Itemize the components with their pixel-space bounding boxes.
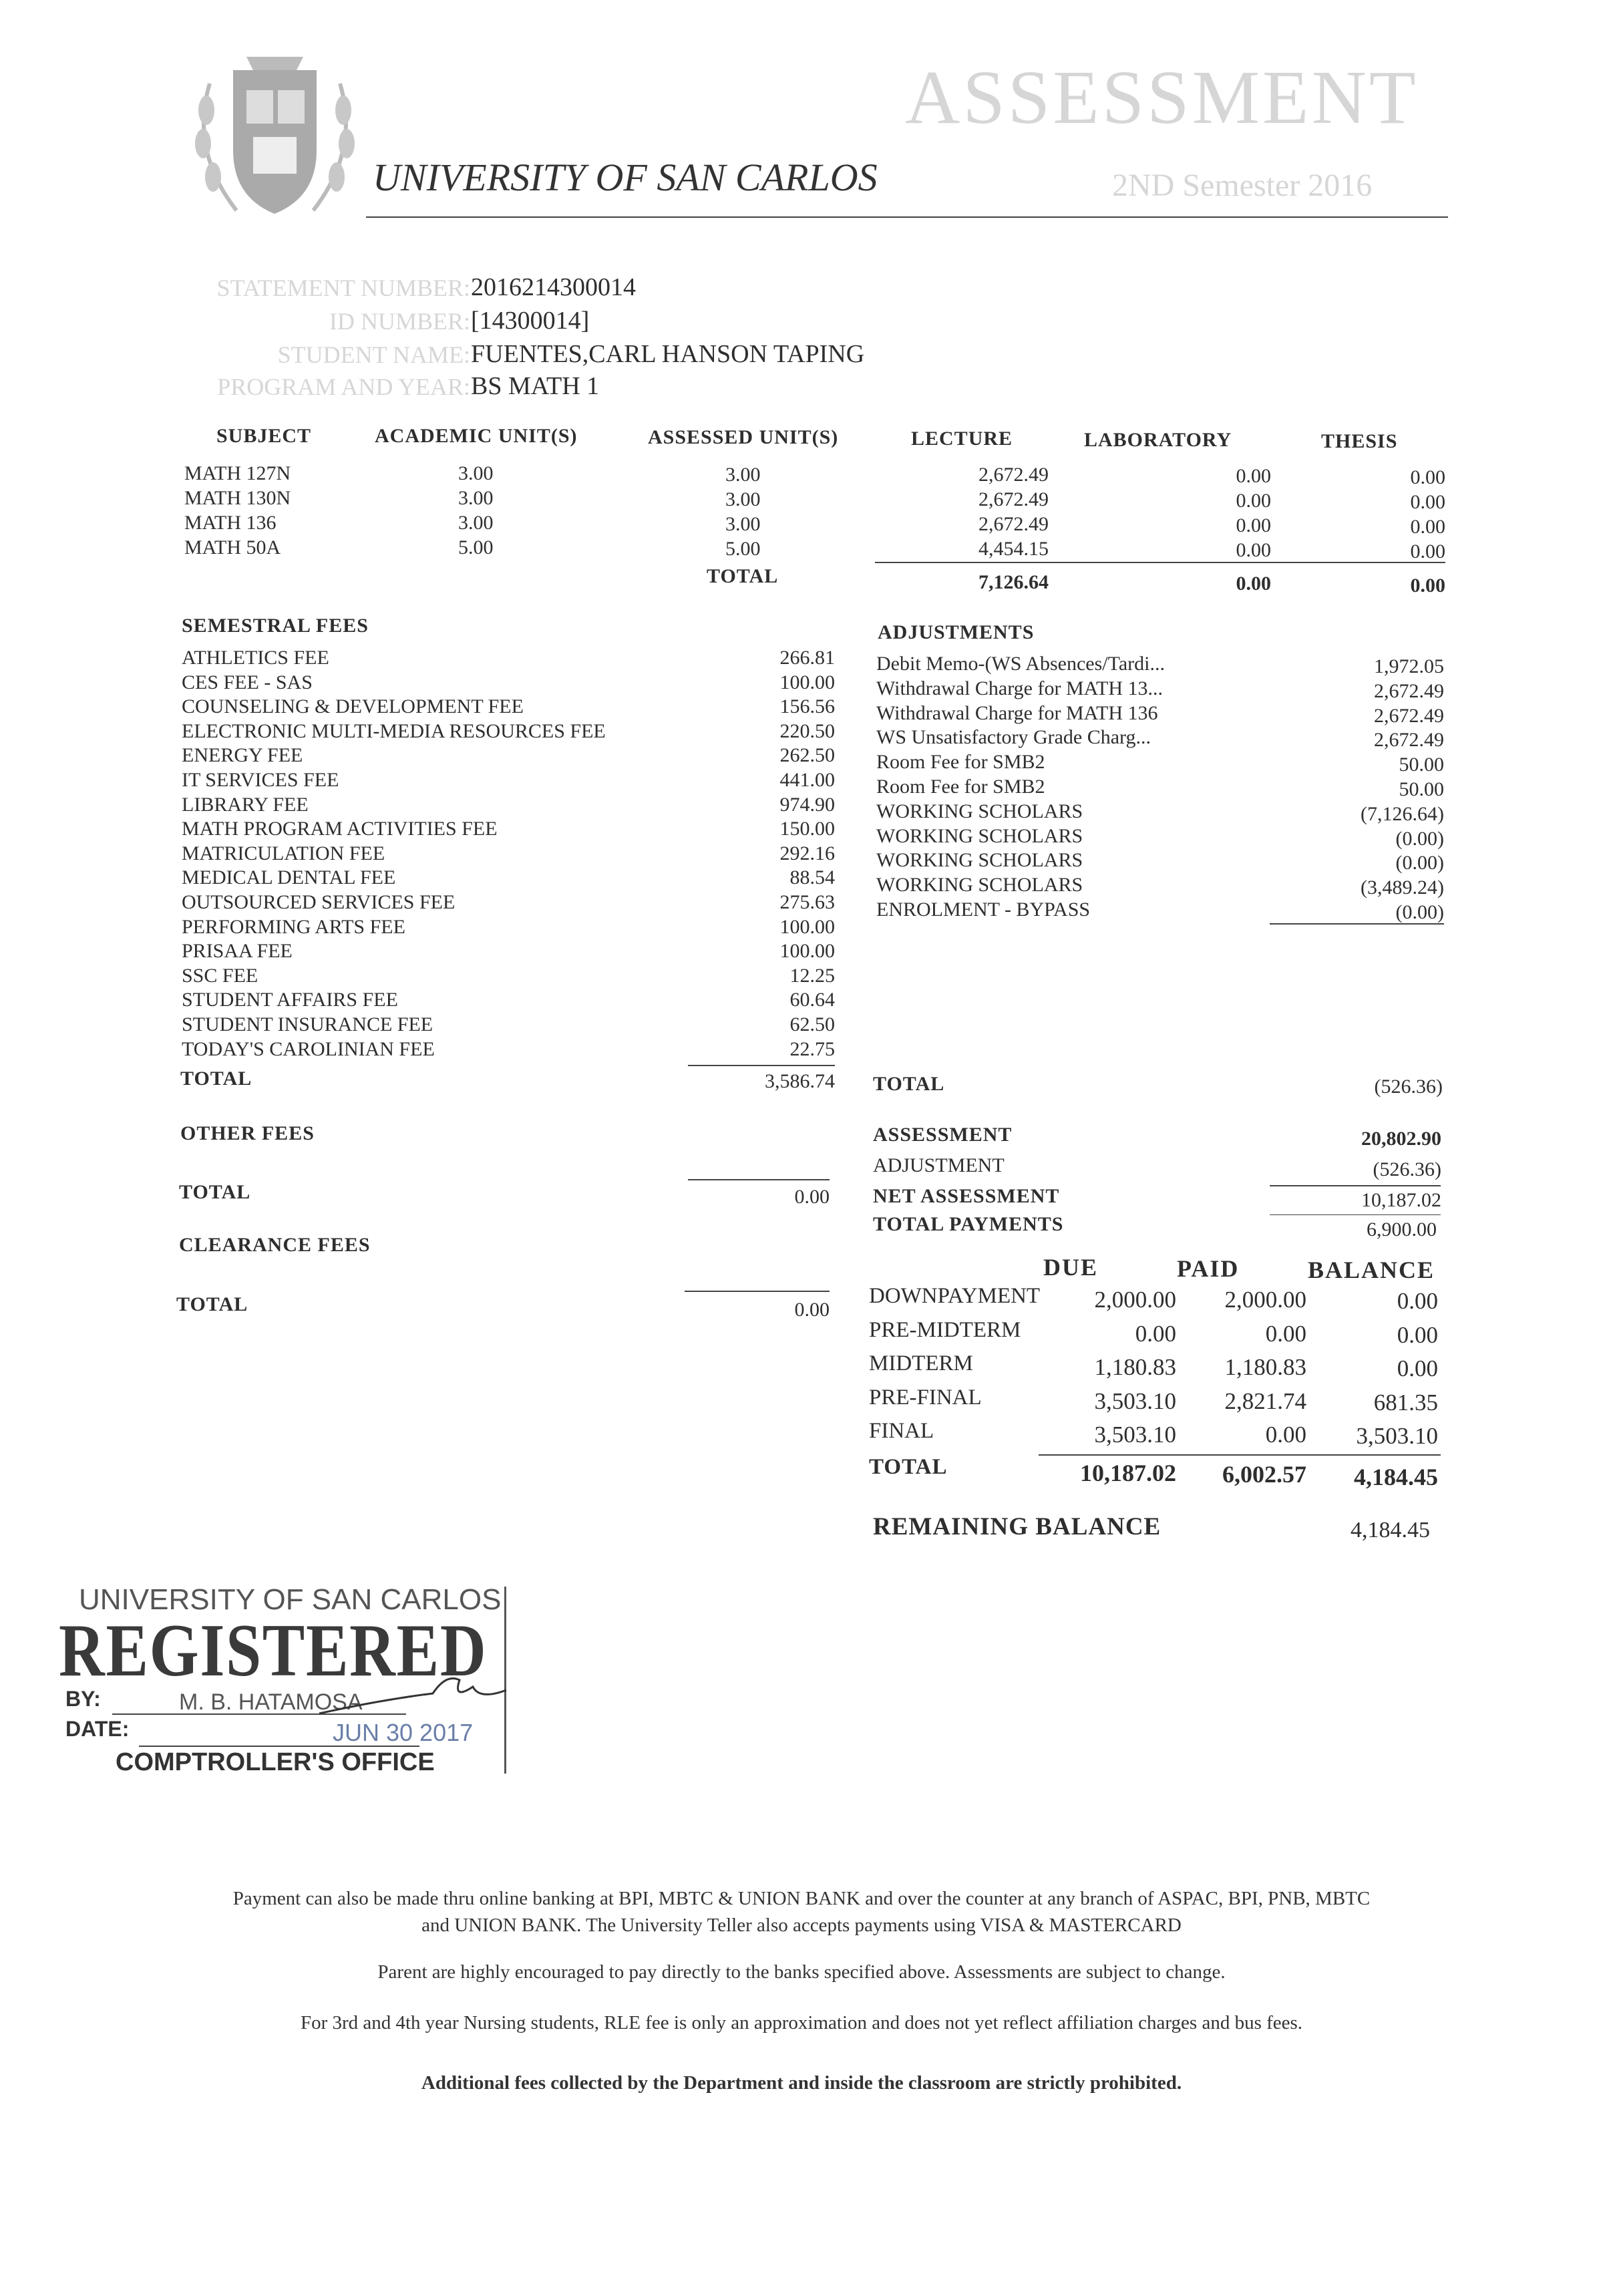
- schedule-term: DOWNPAYMENT: [869, 1284, 1041, 1308]
- fee-amount: 100.00: [779, 940, 835, 963]
- clearance-fees-divider: [685, 1291, 830, 1292]
- fee-amount: 266.81: [779, 647, 835, 669]
- adjustment-name: WORKING SCHOLARS: [876, 849, 1083, 872]
- statement-number-label: STATEMENT NUMBER:: [216, 275, 470, 301]
- adjustment-amount: 50.00: [1399, 754, 1444, 776]
- fee-amount: 88.54: [789, 866, 835, 889]
- adjustment-amount: (3,489.24): [1361, 876, 1444, 899]
- clearance-total-label: TOTAL: [176, 1293, 248, 1315]
- col-balance: BALANCE: [1308, 1257, 1435, 1283]
- fee-name: ENERGY FEE: [182, 744, 303, 767]
- schedule-total-due: 10,187.02: [1080, 1460, 1176, 1486]
- fee-name: MATH PROGRAM ACTIVITIES FEE: [182, 818, 498, 840]
- assessed-units: 3.00: [725, 488, 761, 510]
- statement-number: 2016214300014: [471, 273, 636, 301]
- fee-name: STUDENT INSURANCE FEE: [182, 1013, 433, 1035]
- col-laboratory: LABORATORY: [1084, 429, 1232, 451]
- fee-name: LIBRARY FEE: [182, 793, 309, 816]
- thesis-fee: 0.00: [1410, 540, 1445, 562]
- adjustment-name: WS Unsatisfactory Grade Charg...: [876, 726, 1151, 749]
- footer-nursing-note: For 3rd and 4th year Nursing students, RLE fee is only an approximation and does not yet reflect affiliation charges and bus fees.: [300, 2012, 1303, 2033]
- fee-name: STUDENT AFFAIRS FEE: [182, 989, 398, 1011]
- total-payments-label: TOTAL PAYMENTS: [873, 1213, 1064, 1235]
- lecture-fee: 2,672.49: [978, 464, 1049, 486]
- subject-total-label: TOTAL: [707, 565, 779, 587]
- lecture-fee: 2,672.49: [978, 513, 1049, 535]
- schedule-paid: 2,000.00: [1224, 1287, 1306, 1313]
- fee-amount: 100.00: [779, 671, 835, 693]
- clearance-total: 0.00: [794, 1299, 830, 1321]
- adjustment-name: WORKING SCHOLARS: [876, 800, 1083, 822]
- schedule-term: FINAL: [869, 1419, 934, 1443]
- fee-amount: 62.50: [789, 1013, 835, 1035]
- col-paid: PAID: [1177, 1255, 1240, 1282]
- schedule-total-label: TOTAL: [869, 1455, 948, 1479]
- remaining-balance-value: 4,184.45: [1351, 1518, 1430, 1542]
- adjustments-title: ADJUSTMENTS: [878, 621, 1035, 643]
- total-payments-value: 6,900.00: [1367, 1218, 1437, 1241]
- net-assessment-label: NET ASSESSMENT: [873, 1185, 1060, 1207]
- adjustment-amount: 2,672.49: [1374, 704, 1444, 727]
- student-name: FUENTES,CARL HANSON TAPING: [471, 340, 865, 368]
- adjustments-divider: [1270, 923, 1444, 925]
- footer-prohibited-note: Additional fees collected by the Department and inside the classroom are strictly prohibited.: [421, 2072, 1182, 2094]
- schedule-due: 2,000.00: [1094, 1287, 1176, 1313]
- university-seal-logo: [183, 37, 367, 234]
- academic-units: 3.00: [458, 512, 494, 534]
- lecture-fee: 2,672.49: [978, 488, 1049, 510]
- stamp-office: COMPTROLLER'S OFFICE: [116, 1748, 435, 1776]
- stamp-date-line: [139, 1746, 419, 1747]
- remaining-balance-label: REMAINING BALANCE: [873, 1513, 1161, 1540]
- student-name-label: STUDENT NAME:: [277, 341, 470, 368]
- adjustment-amount: (0.00): [1395, 901, 1444, 923]
- fee-amount: 262.50: [779, 744, 835, 767]
- fee-name: PRISAA FEE: [182, 940, 293, 963]
- adjustment-name: Withdrawal Charge for MATH 136: [876, 701, 1158, 724]
- summary-divider: [1270, 1185, 1441, 1186]
- university-name: UNIVERSITY OF SAN CARLOS: [373, 156, 878, 199]
- signature-icon: [313, 1660, 513, 1727]
- fee-amount: 150.00: [779, 818, 835, 840]
- schedule-due: 3,503.10: [1094, 1387, 1176, 1414]
- lecture-fee: 4,454.15: [978, 538, 1049, 560]
- other-fees-title: OTHER FEES: [180, 1122, 315, 1144]
- semester: 2ND Semester 2016: [1112, 168, 1373, 203]
- adjustment-amount: (0.00): [1395, 852, 1444, 874]
- schedule-total-paid: 6,002.57: [1222, 1461, 1306, 1488]
- fee-amount: 22.75: [789, 1037, 835, 1060]
- header-divider: [366, 216, 1448, 218]
- semestral-fees-title: SEMESTRAL FEES: [182, 615, 369, 637]
- adjustment-name: Withdrawal Charge for MATH 13...: [876, 677, 1163, 699]
- col-thesis: THESIS: [1321, 430, 1398, 452]
- fee-name: PERFORMING ARTS FEE: [182, 915, 405, 938]
- fee-name: OUTSOURCED SERVICES FEE: [182, 891, 456, 913]
- thesis-fee: 0.00: [1410, 491, 1445, 513]
- fee-amount: 974.90: [779, 793, 835, 816]
- id-number: [14300014]: [471, 307, 590, 335]
- semestral-total-label: TOTAL: [180, 1068, 252, 1090]
- schedule-balance: 0.00: [1397, 1288, 1438, 1314]
- adjustment-label: ADJUSTMENT: [873, 1154, 1005, 1176]
- academic-units: 5.00: [458, 536, 494, 558]
- footer-payment-info-1: Payment can also be made thru online banking at BPI, MBTC & UNION BANK and over the counter at any branch of ASPAC, BPI, PNB, MBTC: [232, 1888, 1371, 1909]
- laboratory-fee: 0.00: [1236, 490, 1271, 512]
- fee-name: MEDICAL DENTAL FEE: [182, 866, 396, 889]
- id-number-label: ID NUMBER:: [329, 308, 470, 335]
- stamp-by: M. B. HATAMOSA: [179, 1689, 363, 1715]
- other-fees-total: 0.00: [794, 1186, 830, 1208]
- stamp-date: JUN 30 2017: [333, 1719, 474, 1746]
- fee-amount: 292.16: [779, 842, 835, 864]
- program-label: PROGRAM AND YEAR:: [217, 373, 470, 400]
- fee-name: MATRICULATION FEE: [182, 842, 385, 864]
- clearance-fees-title: CLEARANCE FEES: [179, 1234, 371, 1256]
- schedule-due: 0.00: [1135, 1320, 1176, 1347]
- other-fees-total-label: TOTAL: [179, 1181, 251, 1203]
- adjustment-name: Debit Memo-(WS Absences/Tardi...: [876, 653, 1165, 675]
- fee-name: COUNSELING & DEVELOPMENT FEE: [182, 695, 524, 718]
- program: BS MATH 1: [471, 372, 600, 400]
- fee-amount: 441.00: [779, 769, 835, 791]
- assessed-units: 3.00: [725, 513, 761, 535]
- fee-name: TODAY'S CAROLINIAN FEE: [182, 1037, 435, 1060]
- adjustment-name: Room Fee for SMB2: [876, 751, 1045, 774]
- adjustments-total: (526.36): [1374, 1076, 1443, 1098]
- laboratory-fee: 0.00: [1236, 465, 1271, 487]
- laboratory-fee: 0.00: [1236, 514, 1271, 536]
- semestral-total: 3,586.74: [765, 1070, 835, 1092]
- adjustment-amount: 2,672.49: [1374, 679, 1444, 702]
- footer-payment-info-2: and UNION BANK. The University Teller also accepts payments using VISA & MASTERCARD: [421, 1915, 1182, 1936]
- other-fees-divider: [688, 1179, 830, 1180]
- fee-name: SSC FEE: [182, 964, 258, 987]
- academic-units: 3.00: [458, 487, 494, 509]
- schedule-due: 1,180.83: [1094, 1354, 1176, 1380]
- col-due: DUE: [1043, 1254, 1099, 1281]
- schedule-due: 3,503.10: [1094, 1422, 1176, 1448]
- fee-amount: 100.00: [779, 915, 835, 938]
- thesis-fee: 0.00: [1410, 466, 1445, 488]
- schedule-term: MIDTERM: [869, 1351, 973, 1375]
- laboratory-total: 0.00: [1236, 572, 1271, 595]
- stamp-registered: REGISTERED: [59, 1609, 488, 1692]
- net-divider: [1270, 1214, 1441, 1215]
- schedule-balance: 681.35: [1373, 1389, 1438, 1416]
- schedule-term: PRE-MIDTERM: [869, 1317, 1021, 1342]
- lecture-total: 7,126.64: [978, 571, 1049, 593]
- subject-name: MATH 127N: [184, 462, 291, 484]
- fee-amount: 220.50: [779, 719, 835, 742]
- adjustment-amount: 50.00: [1399, 778, 1444, 800]
- col-academic-units: ACADEMIC UNIT(S): [375, 425, 578, 447]
- assessed-units: 5.00: [725, 538, 761, 560]
- net-assessment-value: 10,187.02: [1361, 1189, 1441, 1211]
- assessment-value: 20,802.90: [1361, 1128, 1441, 1150]
- subject-name: MATH 50A: [184, 536, 281, 558]
- col-lecture: LECTURE: [911, 428, 1013, 450]
- schedule-total-balance: 4,184.45: [1354, 1464, 1438, 1490]
- schedule-paid: 2,821.74: [1224, 1387, 1306, 1414]
- footer-parent-note: Parent are highly encouraged to pay directly to the banks specified above. Assessments are subject to change.: [377, 1961, 1226, 1983]
- col-assessed-units: ASSESSED UNIT(S): [648, 426, 839, 448]
- stamp-university: UNIVERSITY OF SAN CARLOS: [79, 1583, 502, 1616]
- laboratory-fee: 0.00: [1236, 539, 1271, 561]
- fee-amount: 156.56: [779, 695, 835, 718]
- schedule-balance: 3,503.10: [1356, 1423, 1438, 1449]
- fee-name: IT SERVICES FEE: [182, 769, 339, 791]
- col-subject: SUBJECT: [216, 425, 312, 447]
- schedule-paid: 0.00: [1265, 1422, 1306, 1448]
- academic-units: 3.00: [458, 462, 494, 484]
- schedule-balance: 0.00: [1397, 1355, 1438, 1381]
- thesis-fee: 0.00: [1410, 516, 1445, 538]
- fee-amount: 275.63: [779, 891, 835, 913]
- fees-total-divider: [688, 1065, 835, 1066]
- subject-name: MATH 136: [184, 512, 277, 534]
- fee-amount: 60.64: [789, 989, 835, 1011]
- adjustment-name: Room Fee for SMB2: [876, 776, 1045, 798]
- stamp-date-label: DATE:: [65, 1717, 130, 1741]
- adjustment-amount: 2,672.49: [1374, 729, 1444, 752]
- fee-name: CES FEE - SAS: [182, 671, 313, 693]
- schedule-paid: 0.00: [1265, 1320, 1306, 1347]
- adjustments-total-label: TOTAL: [873, 1073, 945, 1095]
- fee-amount: 12.25: [789, 964, 835, 987]
- assessment-label: ASSESSMENT: [873, 1124, 1013, 1146]
- subject-name: MATH 130N: [184, 487, 291, 509]
- adjustment-name: WORKING SCHOLARS: [876, 824, 1083, 847]
- schedule-paid: 1,180.83: [1224, 1354, 1306, 1380]
- thesis-total: 0.00: [1410, 575, 1445, 597]
- schedule-balance: 0.00: [1397, 1321, 1438, 1348]
- schedule-total-divider: [1039, 1454, 1441, 1456]
- assessed-units: 3.00: [725, 464, 761, 486]
- fee-name: ELECTRONIC MULTI-MEDIA RESOURCES FEE: [182, 719, 606, 742]
- fee-name: ATHLETICS FEE: [182, 647, 329, 669]
- stamp-by-label: BY:: [65, 1687, 101, 1711]
- registered-stamp: [59, 1580, 506, 1787]
- adjustment-name: WORKING SCHOLARS: [876, 874, 1083, 896]
- schedule-term: PRE-FINAL: [869, 1385, 982, 1410]
- adjustment-amount: (7,126.64): [1361, 802, 1444, 825]
- adjustment-amount: 1,972.05: [1374, 655, 1444, 677]
- adjustment-value: (526.36): [1373, 1158, 1441, 1180]
- document-title: ASSESSMENT: [905, 55, 1419, 140]
- subject-total-divider: [875, 562, 1445, 563]
- adjustment-name: ENROLMENT - BYPASS: [876, 898, 1091, 921]
- adjustment-amount: (0.00): [1395, 827, 1444, 850]
